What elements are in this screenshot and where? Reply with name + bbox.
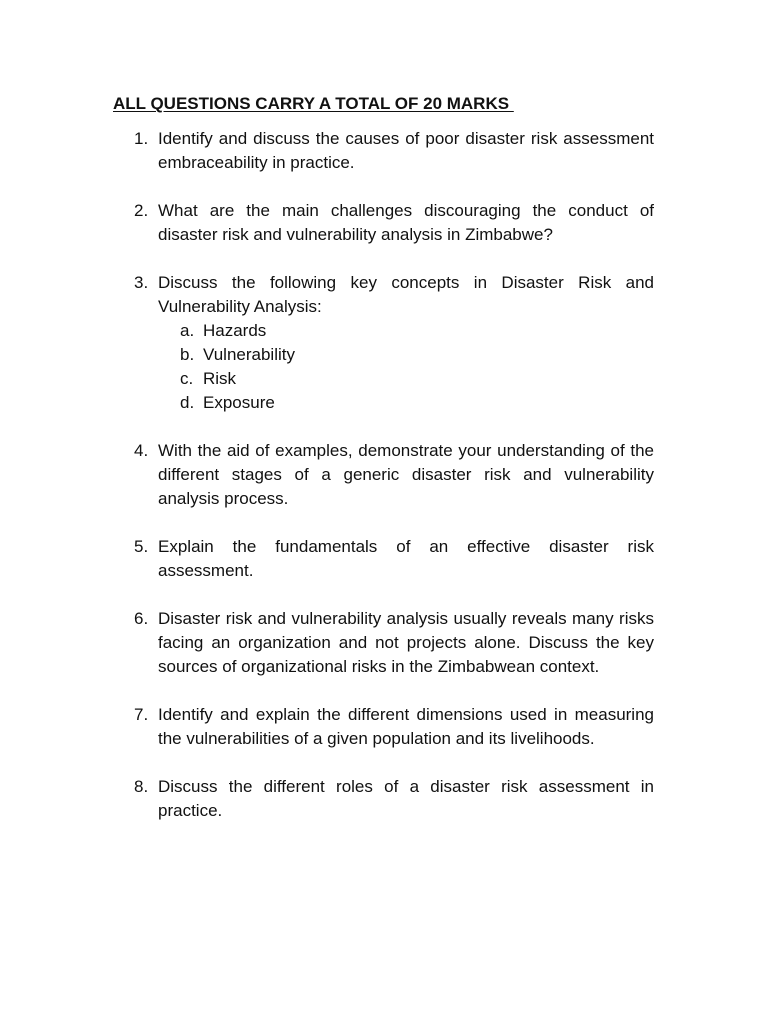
sub-question-letter: b. — [180, 345, 195, 364]
question-number: 4. — [134, 441, 149, 460]
sub-question-item — [158, 343, 654, 367]
question-item — [113, 271, 654, 415]
sub-question-letter: d. — [180, 393, 195, 412]
sub-question-item — [158, 367, 654, 391]
sub-question-list — [158, 319, 654, 415]
question-number: 7. — [134, 705, 149, 724]
question-text: Explain the fundamentals of an effective disaster risk assessment. — [158, 537, 654, 580]
sub-question-item — [158, 391, 654, 415]
question-item — [113, 439, 654, 511]
question-text: With the aid of examples, demonstrate your understanding of the different stages of a generic disaster risk and vulnerability analysis process. — [158, 441, 654, 508]
sub-question-text: Hazards — [203, 321, 267, 340]
sub-question-item — [158, 319, 654, 343]
question-text: Disaster risk and vulnerability analysis usually reveals many risks facing an organization and not projects alone. Discuss the key sources of organizational risks in the Zimbabwean context. — [158, 609, 654, 676]
question-item — [113, 703, 654, 751]
question-item — [113, 127, 654, 175]
question-item — [113, 775, 654, 823]
question-item — [113, 199, 654, 247]
question-number: 8. — [134, 777, 149, 796]
question-list — [113, 127, 654, 847]
question-text: Discuss the following key concepts in Disaster Risk and Vulnerability Analysis: — [158, 273, 654, 316]
question-number: 1. — [134, 129, 149, 148]
sub-question-letter: a. — [180, 321, 195, 340]
sub-question-text: Risk — [203, 369, 237, 388]
question-item — [113, 607, 654, 679]
question-text: Identify and explain the different dimensions used in measuring the vulnerabilities of a given population and its livelihoods. — [158, 705, 654, 748]
sub-question-letter: c. — [180, 369, 194, 388]
question-number: 6. — [134, 609, 149, 628]
question-text: Discuss the different roles of a disaster risk assessment in practice. — [158, 777, 654, 820]
question-number: 3. — [134, 273, 149, 292]
question-item — [113, 535, 654, 583]
sub-question-text: Exposure — [203, 393, 275, 412]
question-text: What are the main challenges discouraging the conduct of disaster risk and vulnerability analysis in Zimbabwe? — [158, 201, 654, 244]
question-number: 5. — [134, 537, 149, 556]
sub-question-text: Vulnerability — [203, 345, 295, 364]
page-heading: ALL QUESTIONS CARRY A TOTAL OF 20 MARKS — [113, 94, 514, 113]
question-number: 2. — [134, 201, 149, 220]
question-text: Identify and discuss the causes of poor disaster risk assessment embraceability in practice. — [158, 129, 654, 172]
